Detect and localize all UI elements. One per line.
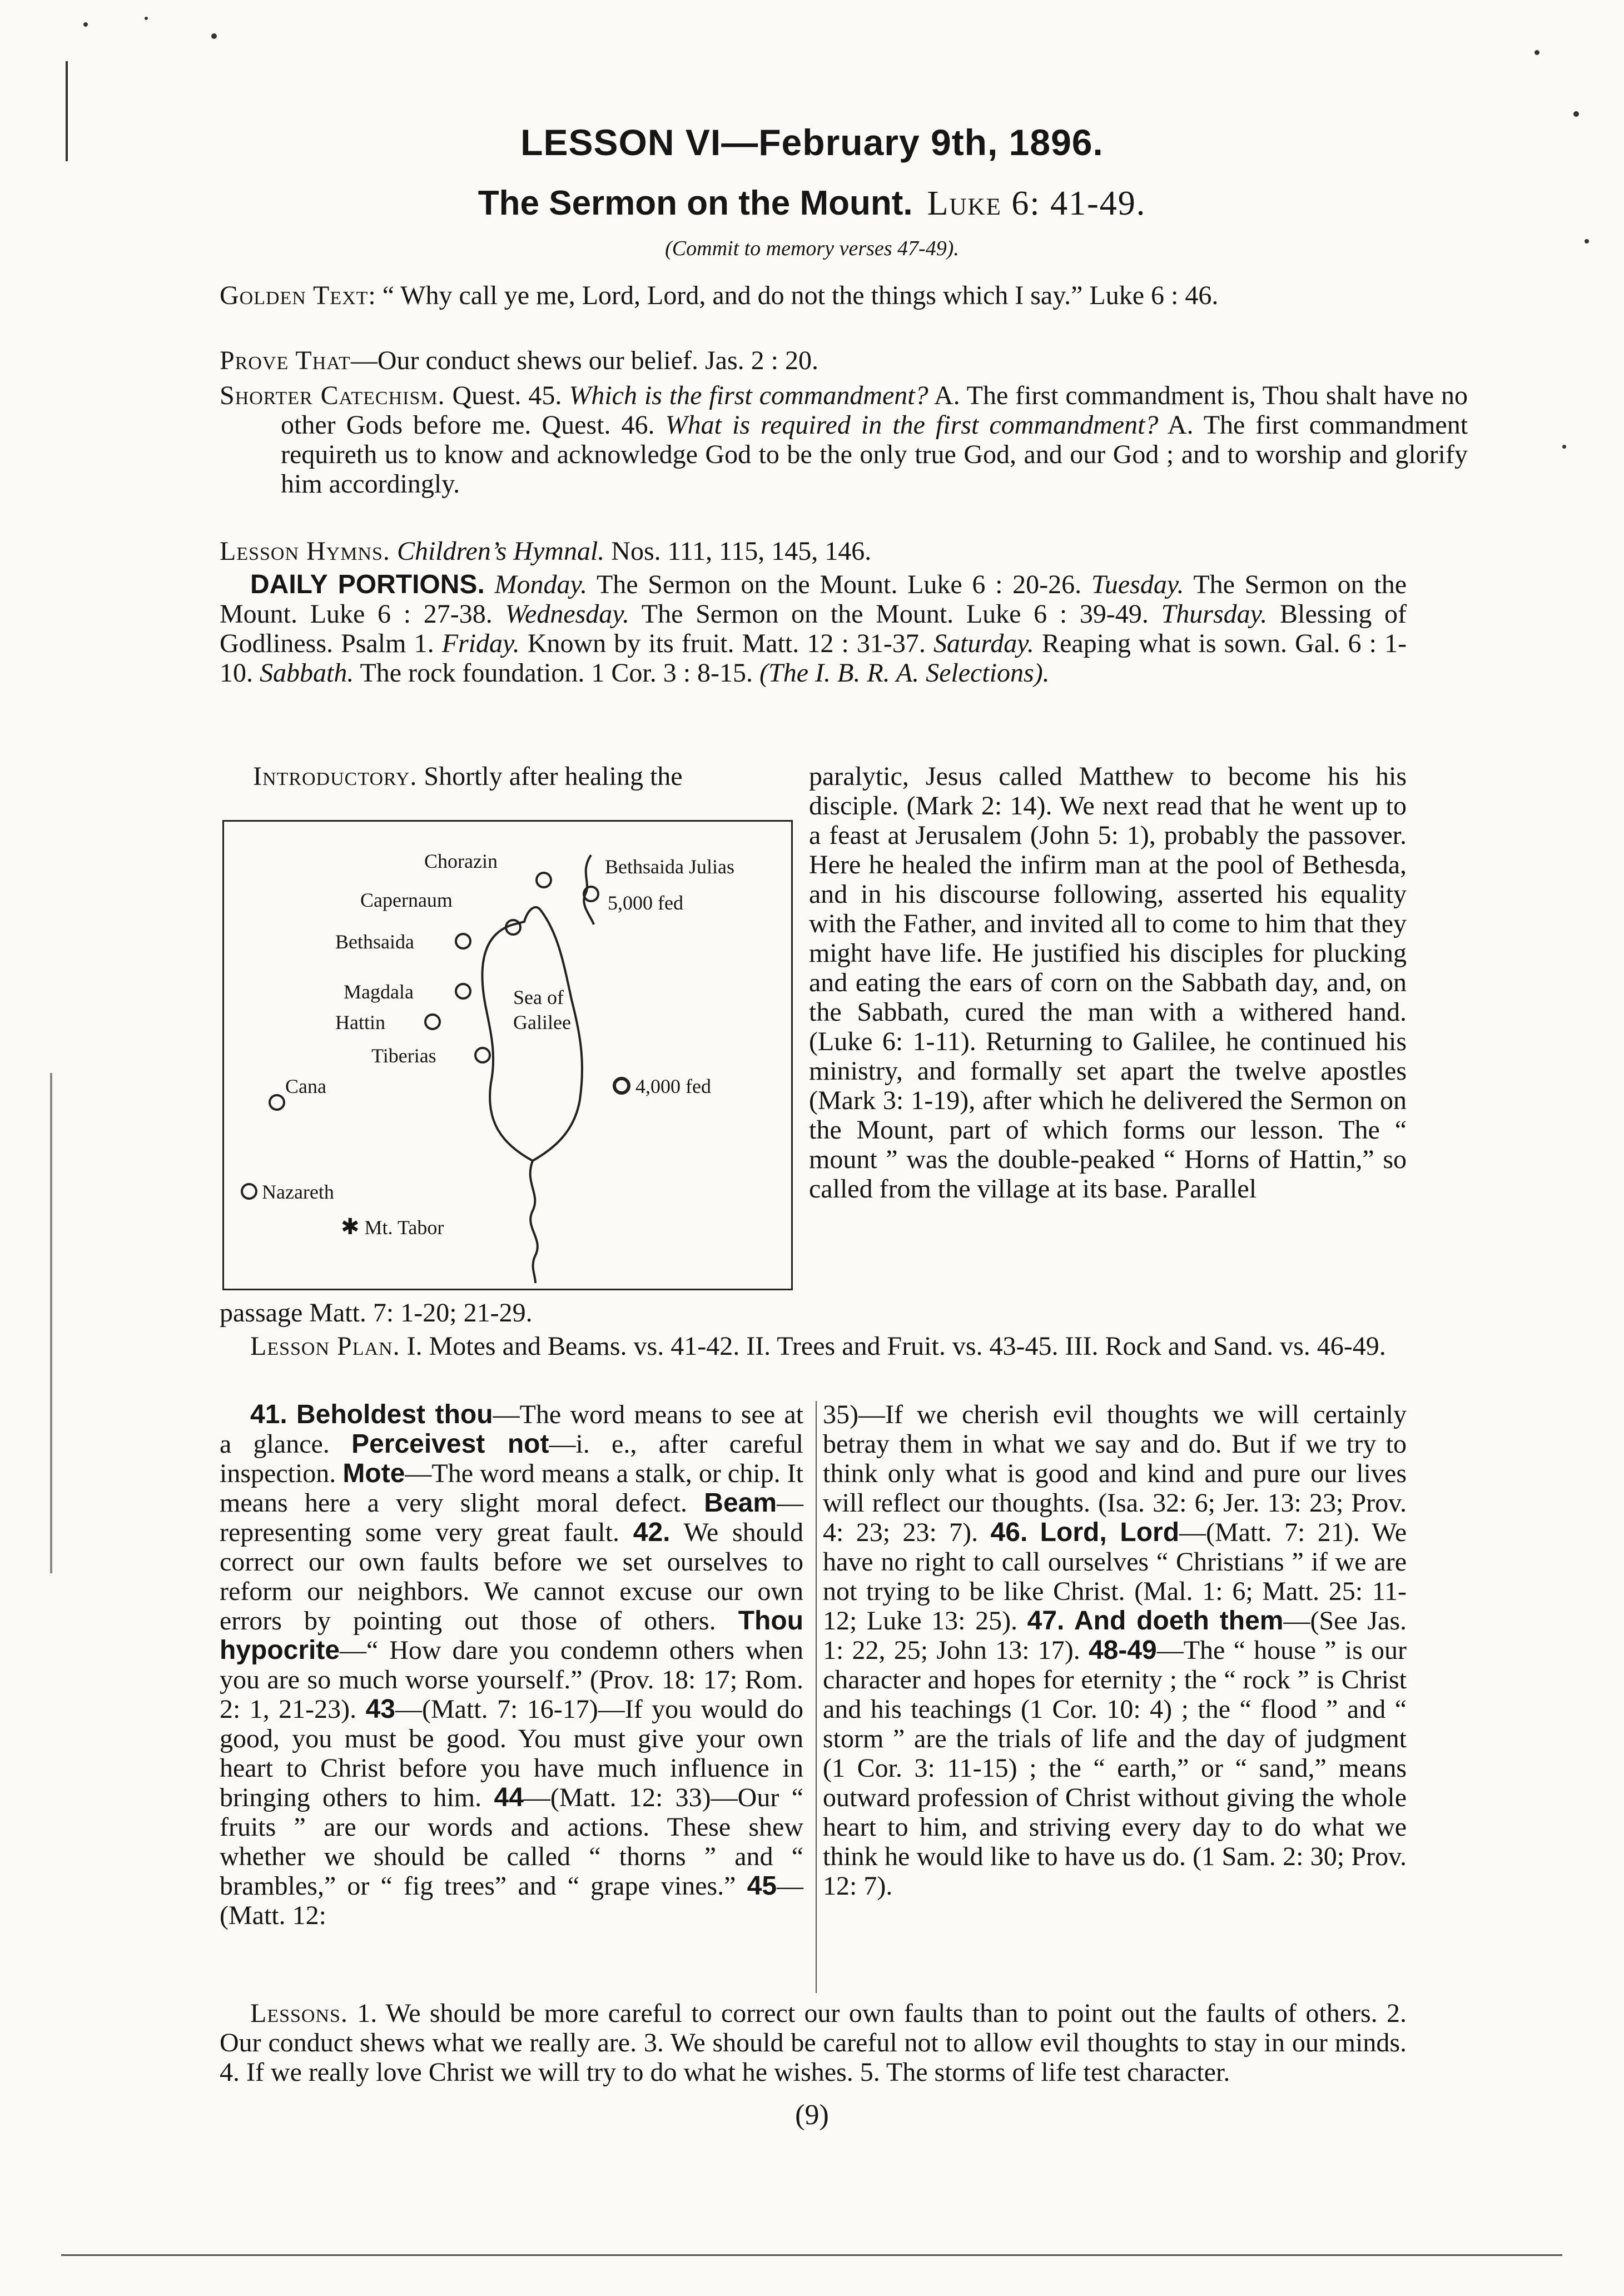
column-rule: [816, 1401, 817, 1993]
verse-48-49: 48-49: [1088, 1636, 1157, 1665]
lesson-plan: [220, 1331, 1407, 1361]
lessons: [220, 1999, 1407, 2087]
notes-left-column: [220, 1400, 803, 1930]
catechism-label: Shorter Catechism.: [220, 381, 445, 410]
verse-45: 45: [747, 1871, 777, 1901]
term-and-doeth-them: And doeth them: [1074, 1606, 1284, 1636]
lesson-subject: [0, 183, 1624, 223]
scan-speck: [1562, 445, 1566, 449]
portion-day: Saturday.: [933, 629, 1034, 658]
map-label-capernaum: Capernaum: [360, 889, 453, 911]
sea-of-galilee-map: [222, 820, 793, 1290]
note-text: —The word means a stalk, or chip. It means here a very slight moral defect.: [220, 1459, 804, 1518]
hattin-marker: [425, 1015, 440, 1029]
notes-right-column: [823, 1400, 1407, 1901]
catechism-a45: A. The first commandment is, Thou shalt have no other Gods before me.: [281, 381, 1468, 440]
scan-bottom-edge: [61, 2254, 1562, 2256]
note-text: We should correct our own faults before we set ourselves to reform our neighbors. We cannot excuse our own errors by pointing out those of others.: [220, 1518, 804, 1636]
portion-text: The rock foundation. 1 Cor. 3 : 8-15.: [360, 658, 753, 688]
term-lord-lord: Lord, Lord: [1040, 1518, 1180, 1547]
map-drawing: [224, 822, 791, 1289]
tabor-star-icon: ✱: [341, 1214, 360, 1239]
jordan-river-south: [530, 1161, 538, 1283]
lessons-text: 1. We should be more careful to correct our own faults than to point out the faults of others. 2. Our conduct shews what we really are. 3. We should be careful not to allow evil thoughts to stay in our minds. 4. If we really love Christ we will try to do what he wishes. 5. The storms of life test character.: [220, 1999, 1407, 2087]
hymns-book: Children’s Hymnal.: [396, 536, 605, 566]
portion-day: Wednesday.: [505, 599, 629, 629]
portion-text: Blessing of Godliness. Psalm 1.: [220, 599, 1407, 658]
hymns-numbers: Nos. 111, 115, 145, 146.: [611, 536, 872, 566]
hymns-label: Lesson Hymns.: [220, 536, 390, 566]
verse-43: 43: [365, 1694, 395, 1724]
scan-speck: [83, 22, 88, 27]
cana-marker: [270, 1095, 284, 1110]
note-text: —The “ house ” is our character and hopes for eternity ; the “ rock ” is Christ and his teachings (1 Cor. 10: 4) ; the “ flood ” and “ storm ” are the trials of life and the day of judgment (1 Cor. 3: 11-15) ; the “ earth,” or “ sand,” means outward profession of Christ without giving the whole heart to him, and striving every day to do what we think he would like to have us do. (1 Sam. 2: 30; Prov. 12: 7).: [823, 1636, 1407, 1901]
map-label-cana: Cana: [285, 1075, 326, 1097]
portion-day: Friday.: [441, 629, 520, 658]
note-text: —(Matt. 12: 33)—Our “ fruits ” are our words and actions. These shew whether we should be called “ thorns ” and “ brambles,” or “ fig trees” and “ grape vines.”: [220, 1783, 804, 1901]
term-beam: Beam: [704, 1488, 777, 1518]
lessons-label: Lessons.: [250, 1999, 348, 2028]
scripture-reference: Luke 6: 41-49.: [927, 185, 1146, 222]
note-text: —(Matt. 7: 16-17)—If you would do good, you must be good. You must give your own heart to Christ before you have much influence in bringing others to him.: [220, 1694, 803, 1812]
lesson-plan-label: Lesson Plan.: [250, 1331, 400, 1361]
lesson-title: LESSON VI—February 9th, 1896.: [520, 122, 1104, 163]
prove-that-label: Prove That: [220, 346, 351, 375]
catechism-q46-prefix: Quest. 46.: [542, 410, 655, 440]
portion-text: The Sermon on the Mount. Luke 6 : 39-49.: [641, 599, 1149, 629]
portion-day: Monday.: [494, 570, 588, 599]
verse-47: 47.: [1027, 1606, 1065, 1636]
daily-portions: [220, 570, 1407, 688]
map-label-sea-of: Sea of: [513, 986, 564, 1008]
golden-text-label: Golden Text: [220, 281, 369, 310]
map-label-tabor-text: Mt. Tabor: [364, 1216, 444, 1239]
map-label-5000-fed: 5,000 fed: [608, 892, 683, 914]
note-text: — representing some very great fault.: [220, 1488, 804, 1547]
map-label-nazareth: Nazareth: [262, 1181, 334, 1203]
golden-text-body: : “ Why call ye me, Lord, Lord, and do not the things which I say.” Luke 6 : 46.: [368, 281, 1219, 310]
map-label-hattin: Hattin: [335, 1011, 385, 1033]
portion-day: Sabbath.: [260, 658, 354, 688]
scan-edge-mark: [50, 1073, 52, 1573]
note-text: —(Matt. 7: 21). We have no right to call ourselves “ Christians ” if we are not trying to be like Christ. (Mal. 1: 6; Matt. 25: 11-12; Luke 13: 25).: [823, 1518, 1407, 1636]
note-text: 35)—If we cherish evil thoughts we will certainly betray them in what we say and do. But if we try to think only what is good and kind and pure our lives will reflect our thoughts. (Isa. 32: 6; Jer. 13: 23; Prov. 4: 23; 23: 7).: [823, 1400, 1407, 1547]
shorter-catechism: [220, 381, 1468, 499]
verse-42: 42.: [633, 1518, 671, 1547]
map-label-chorazin: Chorazin: [424, 850, 498, 872]
term-mote: Mote: [342, 1459, 405, 1488]
note-text: —“ How dare you condemn others when you are so much worse yourself.” (Prov. 18: 17; Rom. 2: 1, 21-23).: [220, 1636, 803, 1724]
verse-46: 46.: [990, 1518, 1028, 1547]
lesson-hymns: [220, 536, 1407, 566]
chorazin-marker: [537, 873, 551, 887]
introductory-text: paralytic, Jesus called Matthew to become his his disciple. (Mark 2: 14). We next read that he went up to a feast at Jerusalem (John 5: 1), probably the passover. Here he healed the infirm man at the pool of Bethesda, and in his discourse following, asserted his equality with the Father, and invited all to come to him that they might have life. He justified his disciples for plucking and eating the ears of corn on the Sabbath day, and, on the Sabbath, cured the man with a withered hand. (Luke 6: 1-11). Returning to Galilee, he continued his ministry, and formally set apart the twelve apostles (Mark 3: 1-19), after which he delivered the Sermon on the Mount, part of which forms our lesson. The “ mount ” was the double-peaked “ Horns of Hattin,” so called from the village at its base. Parallel: [809, 762, 1407, 1204]
scan-speck: [1573, 111, 1579, 117]
map-label-tiberias: Tiberias: [371, 1045, 436, 1067]
map-label-4000-fed: 4,000 fed: [635, 1075, 711, 1097]
note-text: —(See Jas. 1: 22, 25; John 13: 17).: [823, 1606, 1407, 1665]
prove-that: [220, 346, 1468, 375]
subject-title: The Sermon on the Mount.: [478, 184, 913, 222]
term-hypocrite: Thou hypocrite: [220, 1606, 804, 1665]
verse-44: 44: [494, 1783, 524, 1812]
map-label-galilee: Galilee: [513, 1011, 571, 1033]
catechism-a46: A. The first commandment requireth us to know and acknowledge God to be the only true God, and our God ; and to worship and glorify him accordingly.: [281, 410, 1468, 499]
nazareth-marker: [242, 1184, 256, 1199]
term-beholdest: Beholdest thou: [296, 1400, 493, 1429]
magdala-marker: [456, 984, 470, 998]
term-perceivest: Perceivest not: [351, 1429, 549, 1459]
scan-speck: [1534, 50, 1539, 55]
verse-41: 41.: [250, 1400, 287, 1429]
page-number: (9): [795, 2099, 829, 2131]
4000-fed-marker: [614, 1079, 629, 1093]
tiberias-marker: [475, 1048, 490, 1062]
lesson-plan-text: I. Motes and Beams. vs. 41-42. II. Trees and Fruit. vs. 43-45. III. Rock and Sand. vs. 46-49.: [406, 1331, 1386, 1361]
scan-speck: [145, 17, 148, 20]
note-text: —(Matt. 12:: [220, 1871, 804, 1930]
note-text: —i. e., after careful inspection.: [220, 1429, 803, 1488]
portion-text: Reaping what is sown. Gal. 6 : 1-10.: [220, 629, 1407, 688]
map-label-bethsaida: Bethsaida: [335, 931, 414, 953]
introductory-lead: [253, 762, 803, 791]
golden-text: [220, 281, 1468, 310]
catechism-q45-prefix: Quest. 45.: [452, 381, 562, 410]
introductory-lead-text: Shortly after healing the: [424, 762, 683, 791]
map-label-mt-tabor: [341, 1214, 444, 1240]
introductory-label: Introductory.: [253, 762, 418, 791]
prove-that-body: —Our conduct shews our belief. Jas. 2 : 20.: [350, 346, 818, 375]
introductory-tail: passage Matt. 7: 1-20; 21-29.: [220, 1298, 533, 1328]
map-label-magdala: Magdala: [344, 981, 414, 1003]
portion-text: The Sermon on the Mount. Luke 6 : 20-26.: [596, 570, 1082, 599]
bethsaida-marker: [456, 934, 470, 948]
portion-selections: (The I. B. R. A. Selections).: [759, 658, 1050, 688]
portion-text: Known by its fruit. Matt. 12 : 31-37.: [527, 629, 926, 658]
daily-portions-label: DAILY PORTIONS.: [250, 570, 485, 599]
map-label-bethsaida-julias: Bethsaida Julias: [605, 856, 734, 878]
catechism-q46: What is required in the first commandment?: [665, 410, 1159, 440]
scan-speck: [211, 33, 217, 39]
portion-day: Tuesday.: [1091, 570, 1184, 599]
note-text: —The word means to see at a glance.: [220, 1400, 804, 1459]
memory-note: (Commit to memory verses 47-49).: [665, 237, 959, 260]
portion-text: The Sermon on the Mount. Luke 6 : 27-38.: [220, 570, 1407, 629]
catechism-q45: Which is the first commandment?: [569, 381, 928, 410]
portion-day: Thursday.: [1161, 599, 1268, 629]
